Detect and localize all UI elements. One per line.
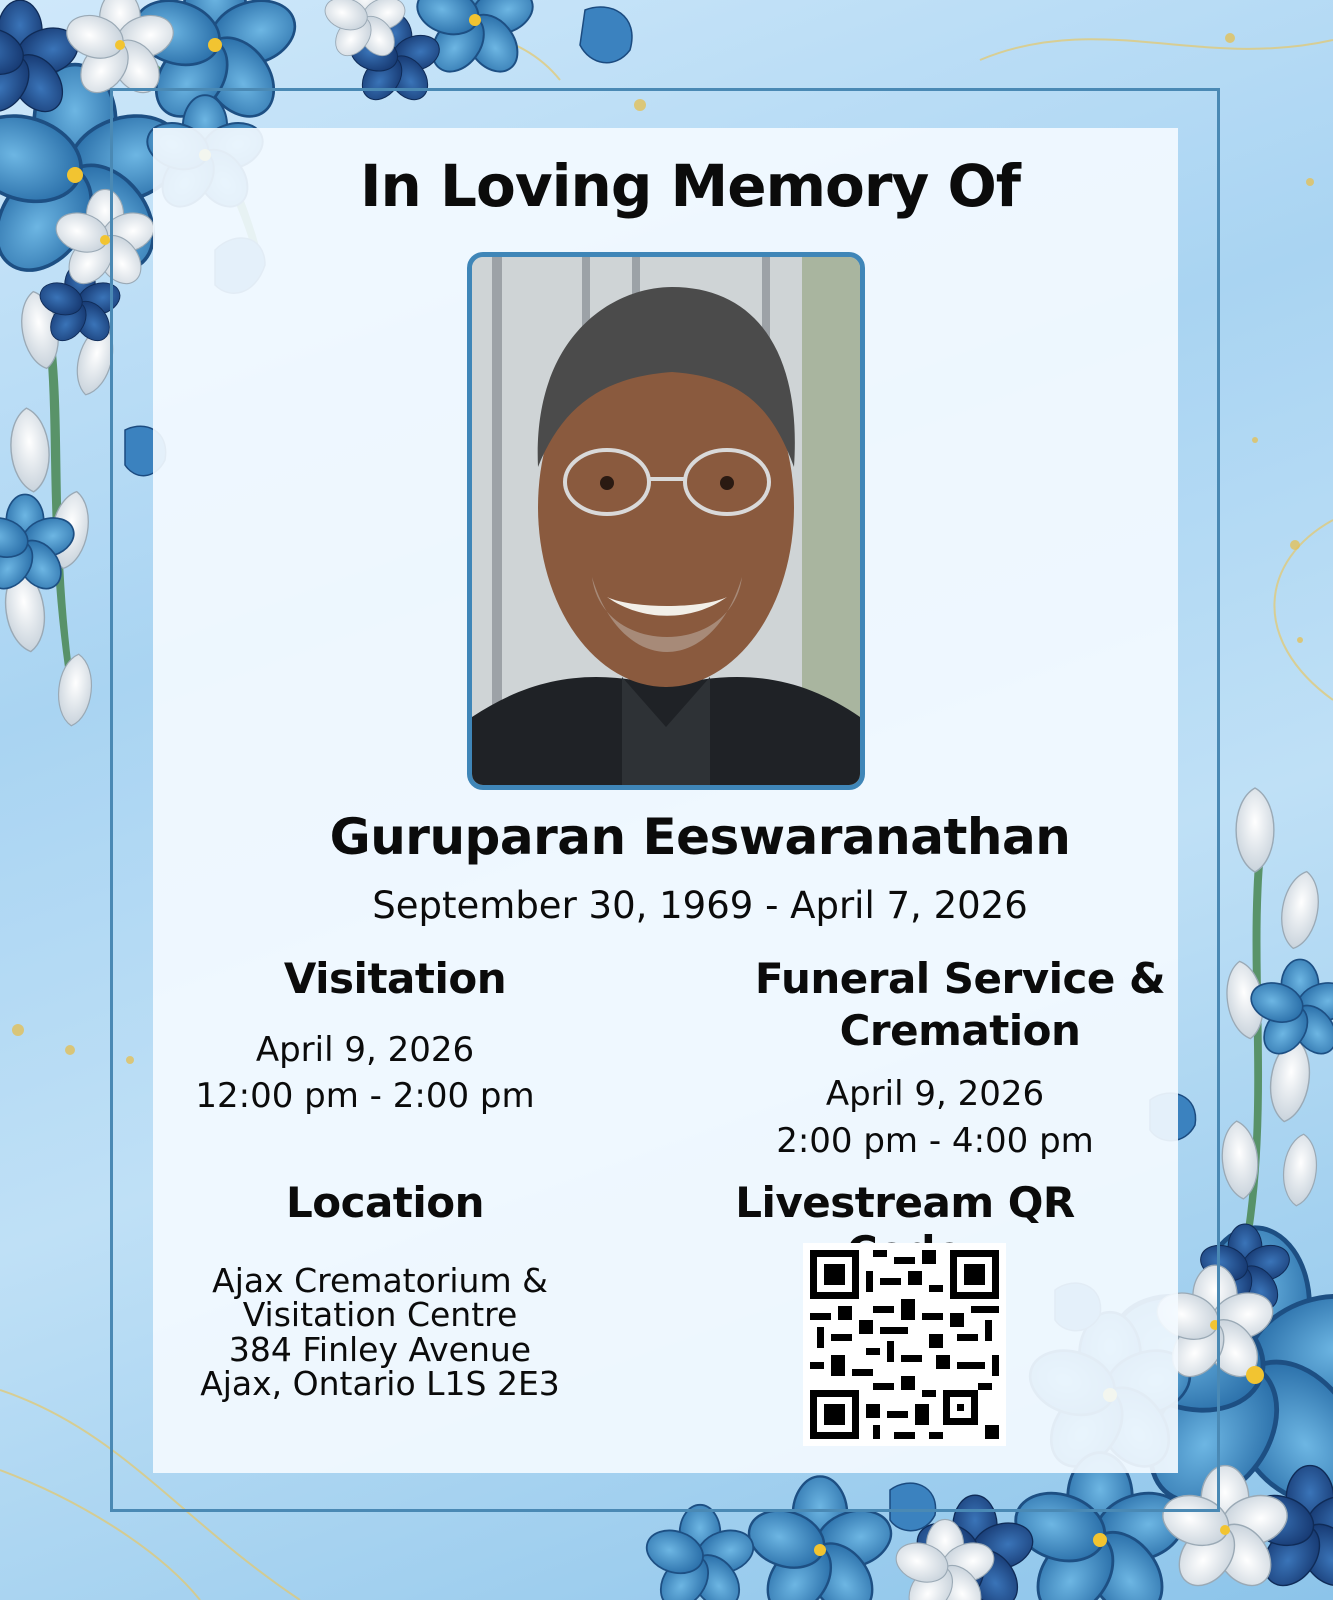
visitation-title: Visitation — [283, 954, 507, 1003]
memorial-heading: In Loving Memory Of — [359, 152, 1021, 220]
location-line4: Ajax, Ontario L1S 2E3 — [200, 1364, 560, 1403]
location-title: Location — [285, 1178, 485, 1227]
deceased-name: Guruparan Eeswaranathan — [329, 808, 1071, 866]
location-line2: Visitation Centre — [242, 1295, 518, 1334]
funeral-time: 2:00 pm - 4:00 pm — [776, 1121, 1094, 1161]
funeral-date: April 9, 2026 — [825, 1074, 1045, 1114]
location-line3: 384 Finley Avenue — [228, 1330, 532, 1369]
visitation-date: April 9, 2026 — [255, 1030, 475, 1070]
qr-code-icon — [803, 1243, 1006, 1446]
funeral-title-line2: Cremation — [839, 1006, 1081, 1055]
funeral-title-line1: Funeral Service & — [754, 954, 1166, 1003]
portrait-illustration — [472, 257, 860, 785]
visitation-time: 12:00 pm - 2:00 pm — [195, 1076, 535, 1116]
portrait-photo — [467, 252, 865, 790]
livestream-title: Livestream QR — [735, 1178, 1075, 1227]
life-dates: September 30, 1969 - April 7, 2026 — [372, 884, 1028, 927]
location-line1: Ajax Crematorium & — [212, 1261, 548, 1300]
livestream-qr-code[interactable] — [803, 1243, 1006, 1446]
